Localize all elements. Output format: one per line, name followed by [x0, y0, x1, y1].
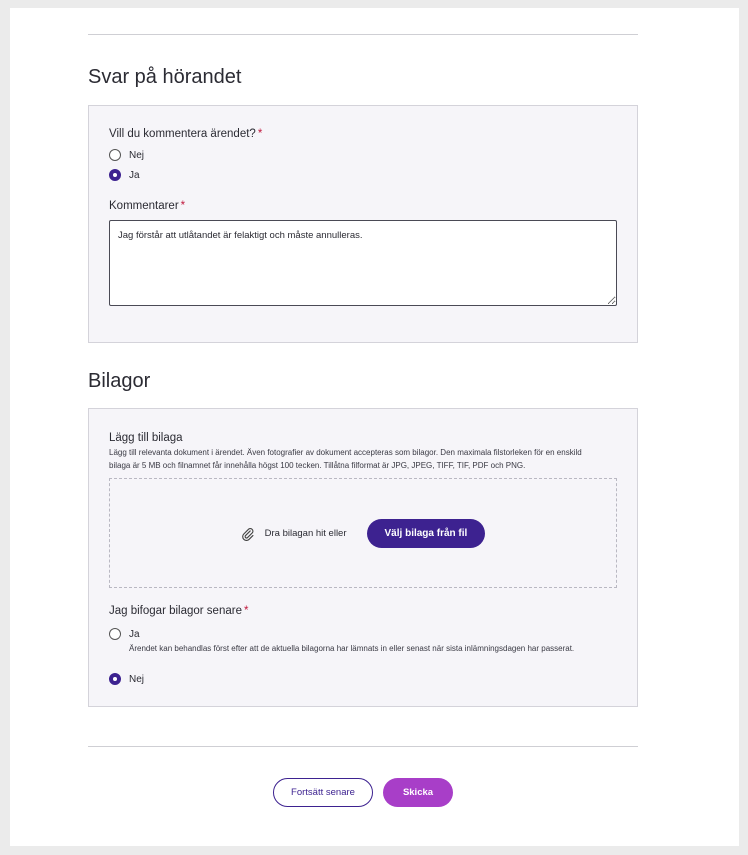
radio-label: Nej	[129, 149, 145, 161]
required-mark: *	[180, 200, 186, 212]
radio-label: Nej	[129, 673, 145, 685]
comment-question-label	[109, 128, 262, 140]
radio-circle	[109, 169, 121, 181]
radio-comment-yes[interactable]	[109, 169, 140, 181]
reply-card	[88, 105, 638, 343]
later-yes-note: Ärendet kan behandlas först efter att de aktuella bilagorna har lämnats in eller senast när sista inlämningsdagen har passerat.	[129, 644, 575, 653]
dropzone-text: Dra bilagan hit eller	[264, 528, 347, 539]
attachments-section-title: Bilagor	[88, 370, 151, 392]
radio-comment-no[interactable]	[109, 149, 144, 161]
continue-later-button[interactable]: Fortsätt senare	[273, 778, 373, 807]
dropzone-inner	[110, 519, 616, 548]
radio-later-no[interactable]	[109, 673, 144, 685]
help-line-1: Lägg till relevanta dokument i ärendet. Även fotografier av dokument accepteras som bilagor. Den maximala filstorleken för en enskild	[109, 448, 582, 457]
attach-later-label	[109, 605, 248, 617]
attach-later-text: Jag bifogar bilagor senare	[109, 605, 242, 617]
radio-label: Ja	[129, 169, 140, 181]
reply-section-title: Svar på hörandet	[88, 66, 242, 88]
help-line-2: bilaga är 5 MB och filnamnet får innehålla högst 100 tecken. Tillåtna filformat är JPG, JPEG, TIFF, TIF, PDF och PNG.	[109, 461, 526, 470]
paperclip-icon	[241, 527, 255, 541]
bottom-divider	[88, 746, 638, 747]
top-divider	[88, 34, 638, 35]
required-mark: *	[243, 605, 249, 617]
attachment-help-text	[109, 446, 609, 472]
comments-label-text: Kommentarer	[109, 200, 179, 212]
file-dropzone[interactable]	[109, 478, 617, 588]
submit-button[interactable]: Skicka	[383, 778, 453, 807]
radio-circle	[109, 149, 121, 161]
choose-file-button[interactable]: Välj bilaga från fil	[367, 519, 486, 548]
required-mark: *	[257, 128, 263, 140]
attachments-card	[88, 408, 638, 707]
comments-textarea[interactable]	[109, 220, 617, 306]
page	[10, 8, 739, 846]
comments-label	[109, 200, 185, 212]
radio-label: Ja	[129, 628, 140, 640]
radio-circle	[109, 628, 121, 640]
add-attachment-label: Lägg till bilaga	[109, 432, 183, 444]
radio-later-yes[interactable]	[109, 628, 140, 640]
radio-circle	[109, 673, 121, 685]
comment-question-text: Vill du kommentera ärendet?	[109, 128, 256, 140]
